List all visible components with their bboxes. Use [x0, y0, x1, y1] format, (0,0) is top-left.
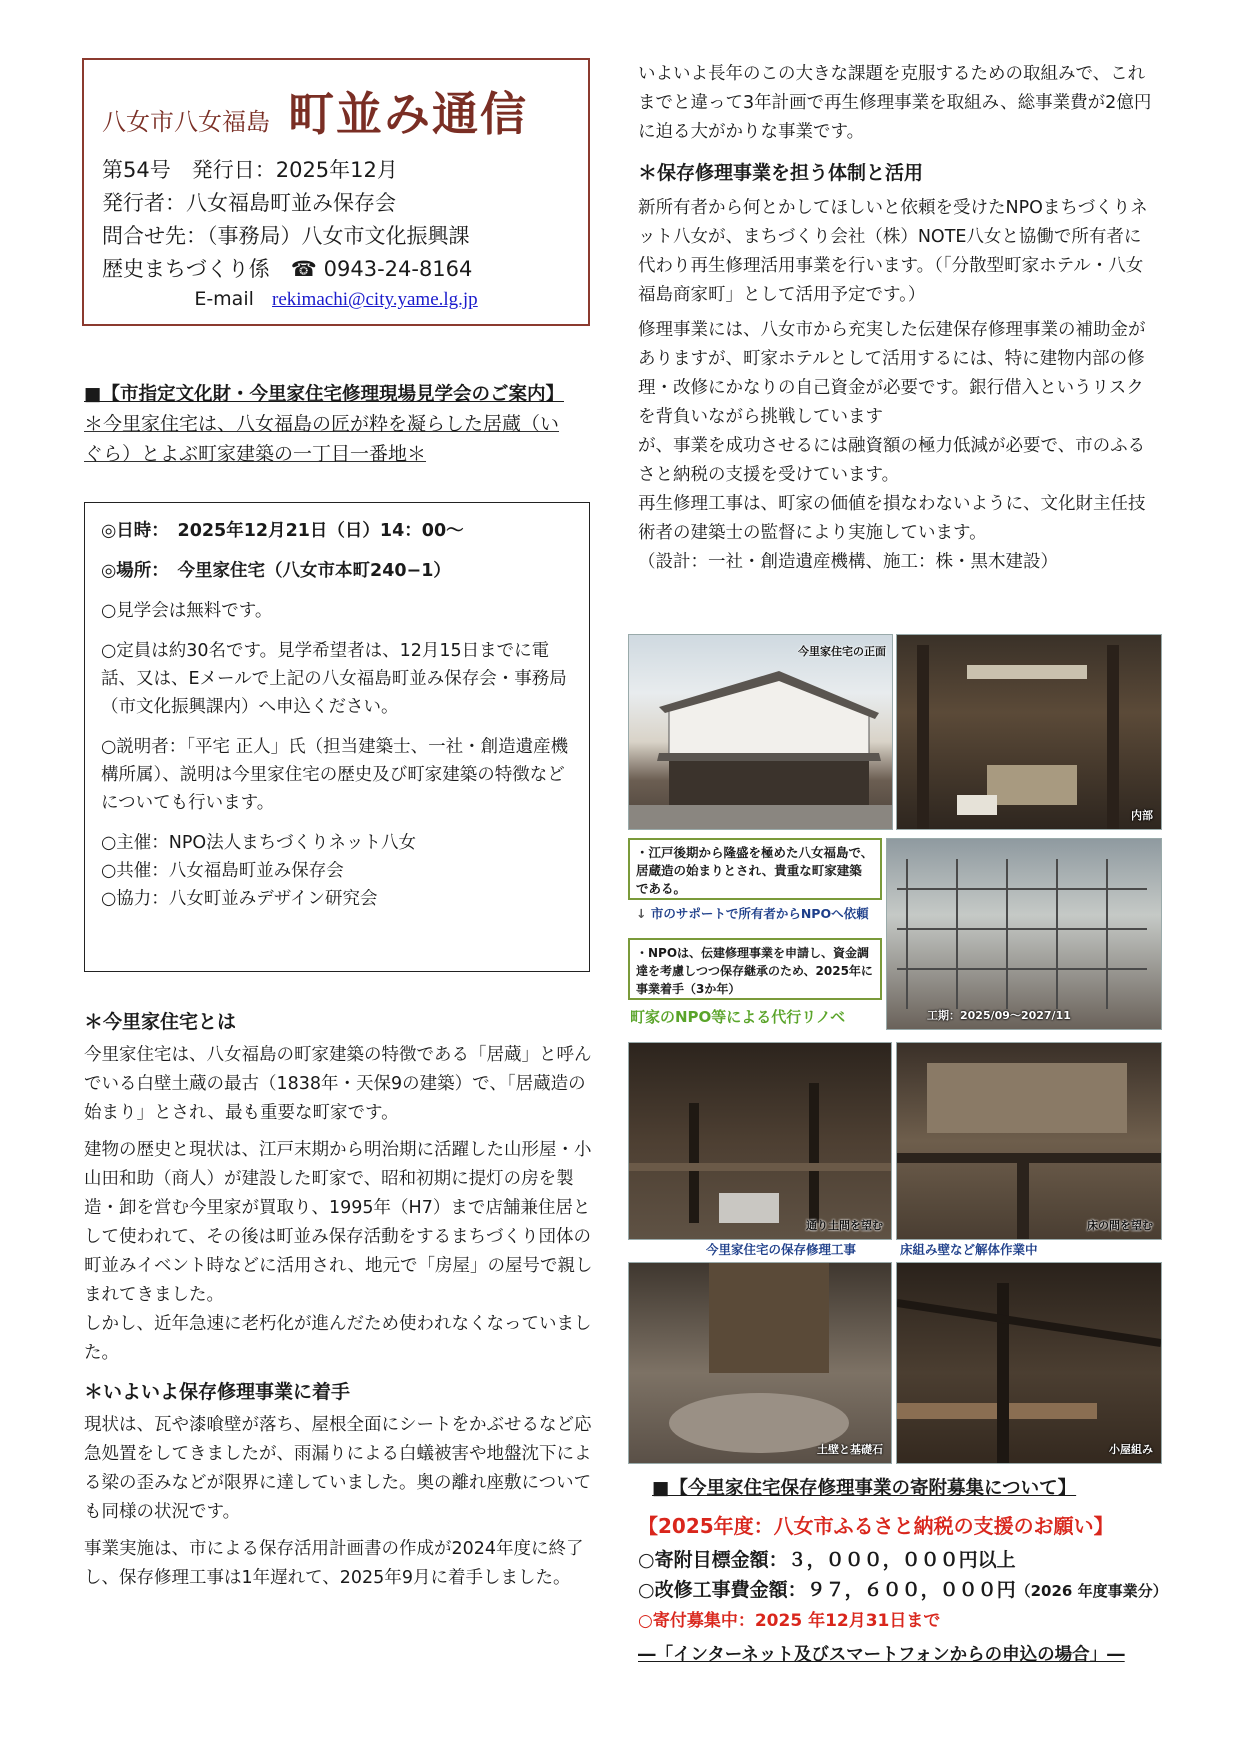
truss-illustration: [897, 1263, 1161, 1463]
caption-period: 工期：2025/09～2027/11: [927, 1009, 1071, 1022]
system-paragraph-1: 新所有者から何とかしてほしいと依頼を受けたNPOまちづくりネット八女が、まちづくり会社（株）NOTE八女と協働で所有者に代わり再生修理活用事業を行います。（「分散型町家ホテル・八女福島商家町」として活用予定です。）: [638, 198, 1148, 305]
photo-truss: [896, 1262, 1162, 1464]
note-history: ・江戸後期から隆盛を極めた八女福島で、居蔵造の始まりとされ、貴重な町家建築である。: [628, 838, 882, 900]
about-paragraph-2: 建物の歴史と現状は、江戸末期から明治期に活躍した山形屋・小山田和助（商人）が建設した町家で、昭和初期に提灯の房を製造・卸を営む今里家が買取り、1995年（H7）まで店舗兼住居として使われて、その後は町並み保存活動をするまちづくり団体の町並みイベント時などに活用され、地元で「房屋」の屋号で親しまれてきました。: [84, 1140, 593, 1305]
caption-doma: 通り土間を望む: [806, 1219, 883, 1232]
tour-host: ○主催：NPO法人まちづくりネット八女: [101, 833, 417, 853]
system-paragraph-5: （設計：一社・創造遺産機構、施工：株・黒木建設）: [638, 552, 1058, 572]
masthead-title: 町並み通信: [288, 87, 528, 141]
repair-paragraph-2: 事業実施は、市による保存活用計画書の作成が2024年度に終了し、保存修理工事は1年遅れて、2025年9月に着手しました。: [84, 1539, 584, 1588]
tour-explainer: ○説明者：「平宅 正人」氏（担当建築士、一社・創造遺産機構所属）、説明は今里家住宅の歴史及び町家建築の特徴などについても行います。: [101, 737, 569, 813]
note-npo: ・NPOは、伝建修理事業を申請し、資金調達を考慮しつつ保存継承のため、2025年に事業着手（3か年）: [628, 938, 882, 1000]
tour-coop: ○協力：八女町並みデザイン研究会: [101, 889, 378, 909]
wall-illustration: [629, 1263, 891, 1463]
about-heading: ＊今里家住宅とは: [84, 1011, 237, 1033]
system-paragraph-2: 修理事業には、八女市から充実した伝建保存修理事業の補助金がありますが、町家ホテルとして活用するには、特に建物内部の修理・改修にかなりの自己資金が必要です。銀行借入というリスクを背負いながら挑戦しています: [638, 320, 1146, 427]
arrow-text: 市のサポートで所有者からNPOへ依頼: [650, 906, 869, 921]
tour-free: ○見学会は無料です。: [101, 601, 273, 621]
tour-date: ◎日時： 2025年12月21日（日）14：00～: [101, 521, 464, 541]
green-band-label: 町家のNPO等による代行リノベ: [630, 1008, 846, 1026]
tour-heading: ■【市指定文化財・今里家住宅修理現場見学会のご案内】: [84, 384, 564, 405]
photo-front-facade: [628, 634, 893, 830]
doma-illustration: [629, 1043, 891, 1239]
masthead-info: [102, 154, 570, 286]
donation-internet-link[interactable]: ―「インターネット及びスマートフォンからの申込の場合」―: [638, 1645, 1125, 1665]
about-paragraph-1: 今里家住宅は、八女福島の町家建築の特徴である「居蔵」と呼んでいる白壁土蔵の最古（1838年・天保9の建築）で、「居蔵造の始まり」とされ、最も重要な町家です。: [84, 1045, 592, 1123]
donation-cost: ○改修工事費金額：９７，６００，０００円（2026 年度事業分）: [638, 1579, 1168, 1601]
strip-caption-left: 今里家住宅の保存修理工事: [706, 1242, 857, 1257]
issue-line: 第54号 発行日：2025年12月: [102, 158, 398, 182]
tour-info-box: [84, 502, 590, 972]
photo-wall: [628, 1262, 892, 1464]
system-paragraph-3: が、事業を成功させるには融資額の極力低減が必要で、市のふるさと納税の支援を受けています。: [638, 436, 1146, 485]
system-paragraph-4: 再生修理工事は、町家の価値を損なわないように、文化財主任技術者の建築士の監督により実施しています。: [638, 494, 1146, 543]
email-link[interactable]: rekimachi@city.yame.lg.jp: [272, 289, 478, 310]
right-column-text: [638, 60, 1158, 577]
donation-section: [638, 1474, 1178, 1670]
masthead-box: [82, 58, 590, 326]
photo-scaffolding: [886, 838, 1162, 1030]
tour-subheading: ＊今里家住宅は、八女福島の匠が粋を凝らした居蔵（い ぐら）とよぶ町家建築の一丁目一番地＊: [84, 413, 560, 465]
caption-front: 今里家住宅の正面: [798, 645, 886, 658]
repair-heading: ＊いよいよ保存修理事業に着手: [84, 1381, 351, 1403]
email-row: [102, 288, 570, 311]
house-illustration: [629, 635, 892, 829]
strip-caption-right: 床組み壁など解体作業中: [900, 1242, 1038, 1257]
system-heading: ＊保存修理事業を担う体制と活用: [638, 162, 924, 184]
tour-section-header: [84, 380, 598, 469]
repair-paragraph-1: 現状は、瓦や漆喰壁が落ち、屋根全面にシートをかぶせるなど応急処置をしてきましたが、雨漏りによる白蟻被害や地盤沈下による梁の歪みなどが限界に達していました。奥の離れ座敷についても同様の状況です。: [84, 1415, 592, 1522]
caption-floor: 床の間を望む: [1087, 1219, 1153, 1232]
tour-place: ◎場所： 今里家住宅（八女市本町240−1）: [101, 561, 451, 581]
about-paragraph-3: しかし、近年急速に老朽化が進んだため使われなくなっていました。: [84, 1314, 592, 1363]
email-label: E-mail: [194, 288, 254, 310]
contact-line-1: 問合せ先：（事務局）八女市文化振興課: [102, 224, 470, 248]
photo-floor: [896, 1042, 1162, 1240]
masthead-subtitle: 八女市八女福島: [102, 108, 270, 136]
about-section: [84, 1008, 598, 1593]
photo-interior: [896, 634, 1162, 830]
caption-truss: 小屋組み: [1109, 1443, 1153, 1456]
interior-illustration: [897, 635, 1161, 829]
arrow-row: [636, 904, 886, 930]
caption-wall: 土壁と基礎石: [817, 1443, 883, 1456]
donation-red-title: 【2025年度：八女市ふるさと納税の支援のお願い】: [638, 1514, 1114, 1538]
intro-paragraph: いよいよ長年のこの大きな課題を克服するための取組みで、これまでと違って3年計画で再生修理事業を取組み、総事業費が2億円に迫る大がかりな事業です。: [638, 64, 1152, 142]
scaffolding-illustration: [887, 839, 1161, 1029]
masthead-title-row: [102, 78, 570, 144]
contact-line-2: 歴史まちづくり係 ☎ 0943-24-8164: [102, 257, 473, 281]
photo-doma: [628, 1042, 892, 1240]
donation-heading: ■【今里家住宅保存修理事業の寄附募集について】: [652, 1478, 1077, 1499]
tour-capacity: ○定員は約30名です。見学希望者は、12月15日までに電話、又は、Eメールで上記の八女福島町並み保存会・事務局（市文化振興課内）へ申込ください。: [101, 641, 567, 717]
donation-target: ○寄附目標金額：３，０００，０００円以上: [638, 1549, 1016, 1571]
tour-cohost: ○共催：八女福島町並み保存会: [101, 861, 344, 881]
floor-illustration: [897, 1043, 1161, 1239]
donation-deadline: ○寄付募集中：2025 年12月31日まで: [638, 1611, 941, 1631]
caption-interior: 内部: [1131, 809, 1153, 822]
down-arrow-icon: ↓: [636, 906, 647, 921]
publisher-line: 発行者：八女福島町並み保存会: [102, 191, 396, 215]
